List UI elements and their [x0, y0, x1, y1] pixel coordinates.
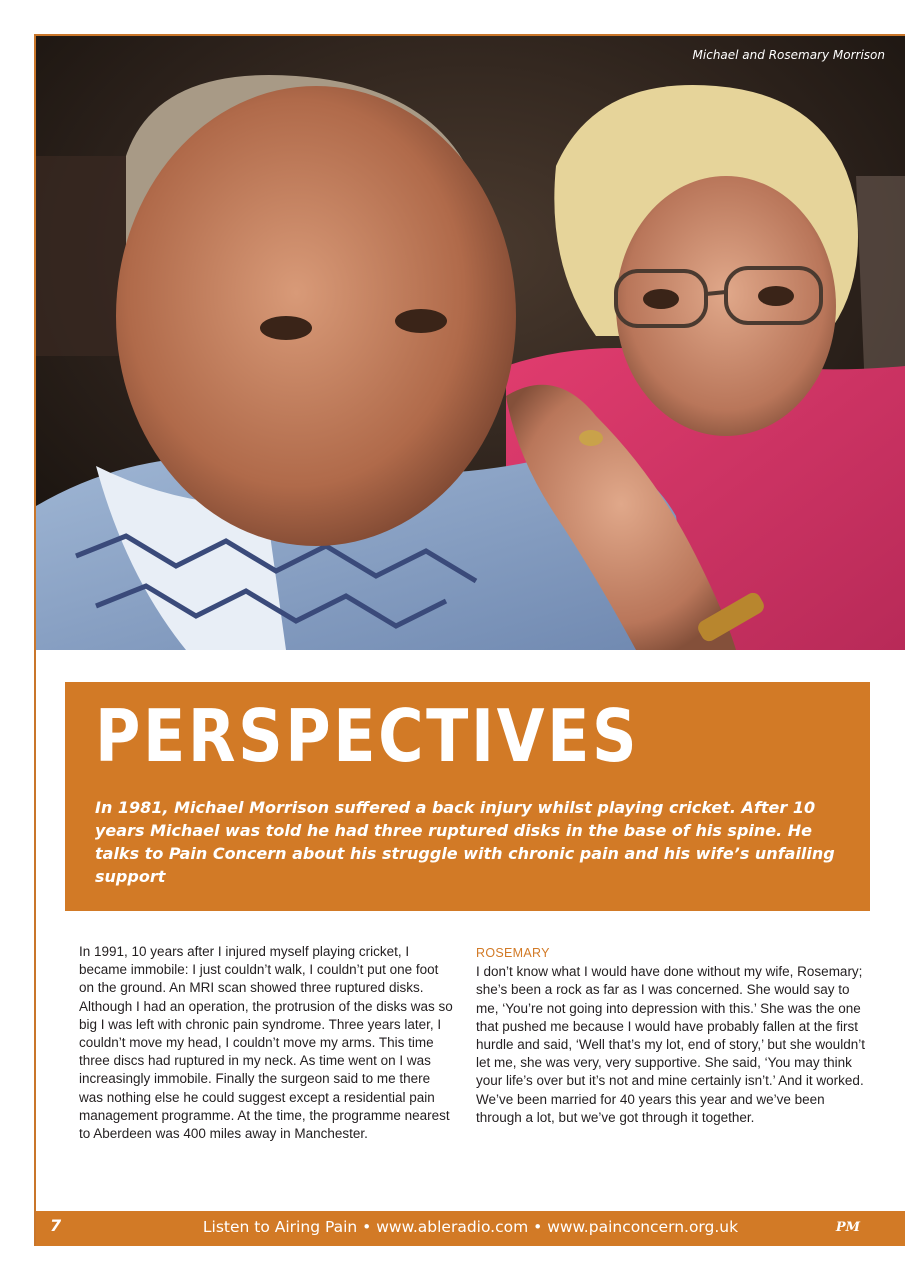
page-title: PERSPECTIVES — [95, 694, 640, 778]
section-subhead: ROSEMARY — [476, 946, 550, 960]
woman-left-eye — [643, 289, 679, 309]
cover-photo — [36, 36, 905, 650]
man-right-eye — [395, 309, 447, 333]
title-banner — [65, 682, 870, 911]
standfirst: In 1981, Michael Morrison suffered a back injury whilst playing cricket. After 10 years Michael was told he had three ruptured disks in the base of his spine. He talks to Pain Concern about his struggle with chronic pain and his wife’s unfailing support — [95, 798, 835, 886]
article-right-column — [476, 944, 866, 1127]
photo-caption: Michael and Rosemary Morrison — [692, 48, 885, 62]
pain-concern-logo: PM — [835, 1220, 860, 1235]
man-face-shape — [116, 86, 516, 546]
ring-shape — [579, 430, 603, 446]
footer-links-text: Listen to Airing Pain • www.ableradio.com • www.painconcern.org.uk — [202, 1218, 739, 1236]
woman-right-eye — [758, 286, 794, 306]
page-number: 7 — [50, 1216, 62, 1235]
photo-illustration — [36, 36, 905, 650]
page-footer — [36, 1211, 905, 1246]
article-left-column — [79, 943, 454, 1143]
article-paragraph: I don’t know what I would have done without my wife, Rosemary; she’s been a rock as far as I was concerned. She would say to me, ‘You’re not going into depression with this.’ She was the one that pushed me because I would have probably fallen at the first hurdle and said, ‘Well that’s my lot, end of story,’ but she wouldn’t let me, she was very, very supportive. She said, ‘You may think your life’s over but it’s not and mine certainly isn’t.’ And it worked. We’ve been married for 40 years this year and we’ve been through a lot, but we’ve got through it together. — [476, 964, 865, 1125]
glasses-bridge — [706, 292, 726, 294]
man-left-eye — [260, 316, 312, 340]
article-paragraph: In 1991, 10 years after I injured myself playing cricket, I became immobile: I just couldn’t walk, I couldn’t put one foot on the ground. An MRI scan showed three ruptured disks. Although I had an operation, the protrusion of the disks was so big I was left with chronic pain syndrome. Three years later, I couldn’t move my head, I couldn’t move my arms. This time three discs had ruptured in my neck. As time went on I was increasingly immobile. Finally the surgeon said to me there was nothing else he could suggest except a residential pain management programme. At the time, the programme nearest to Aberdeen was 400 miles away in Manchester. — [79, 944, 453, 1142]
